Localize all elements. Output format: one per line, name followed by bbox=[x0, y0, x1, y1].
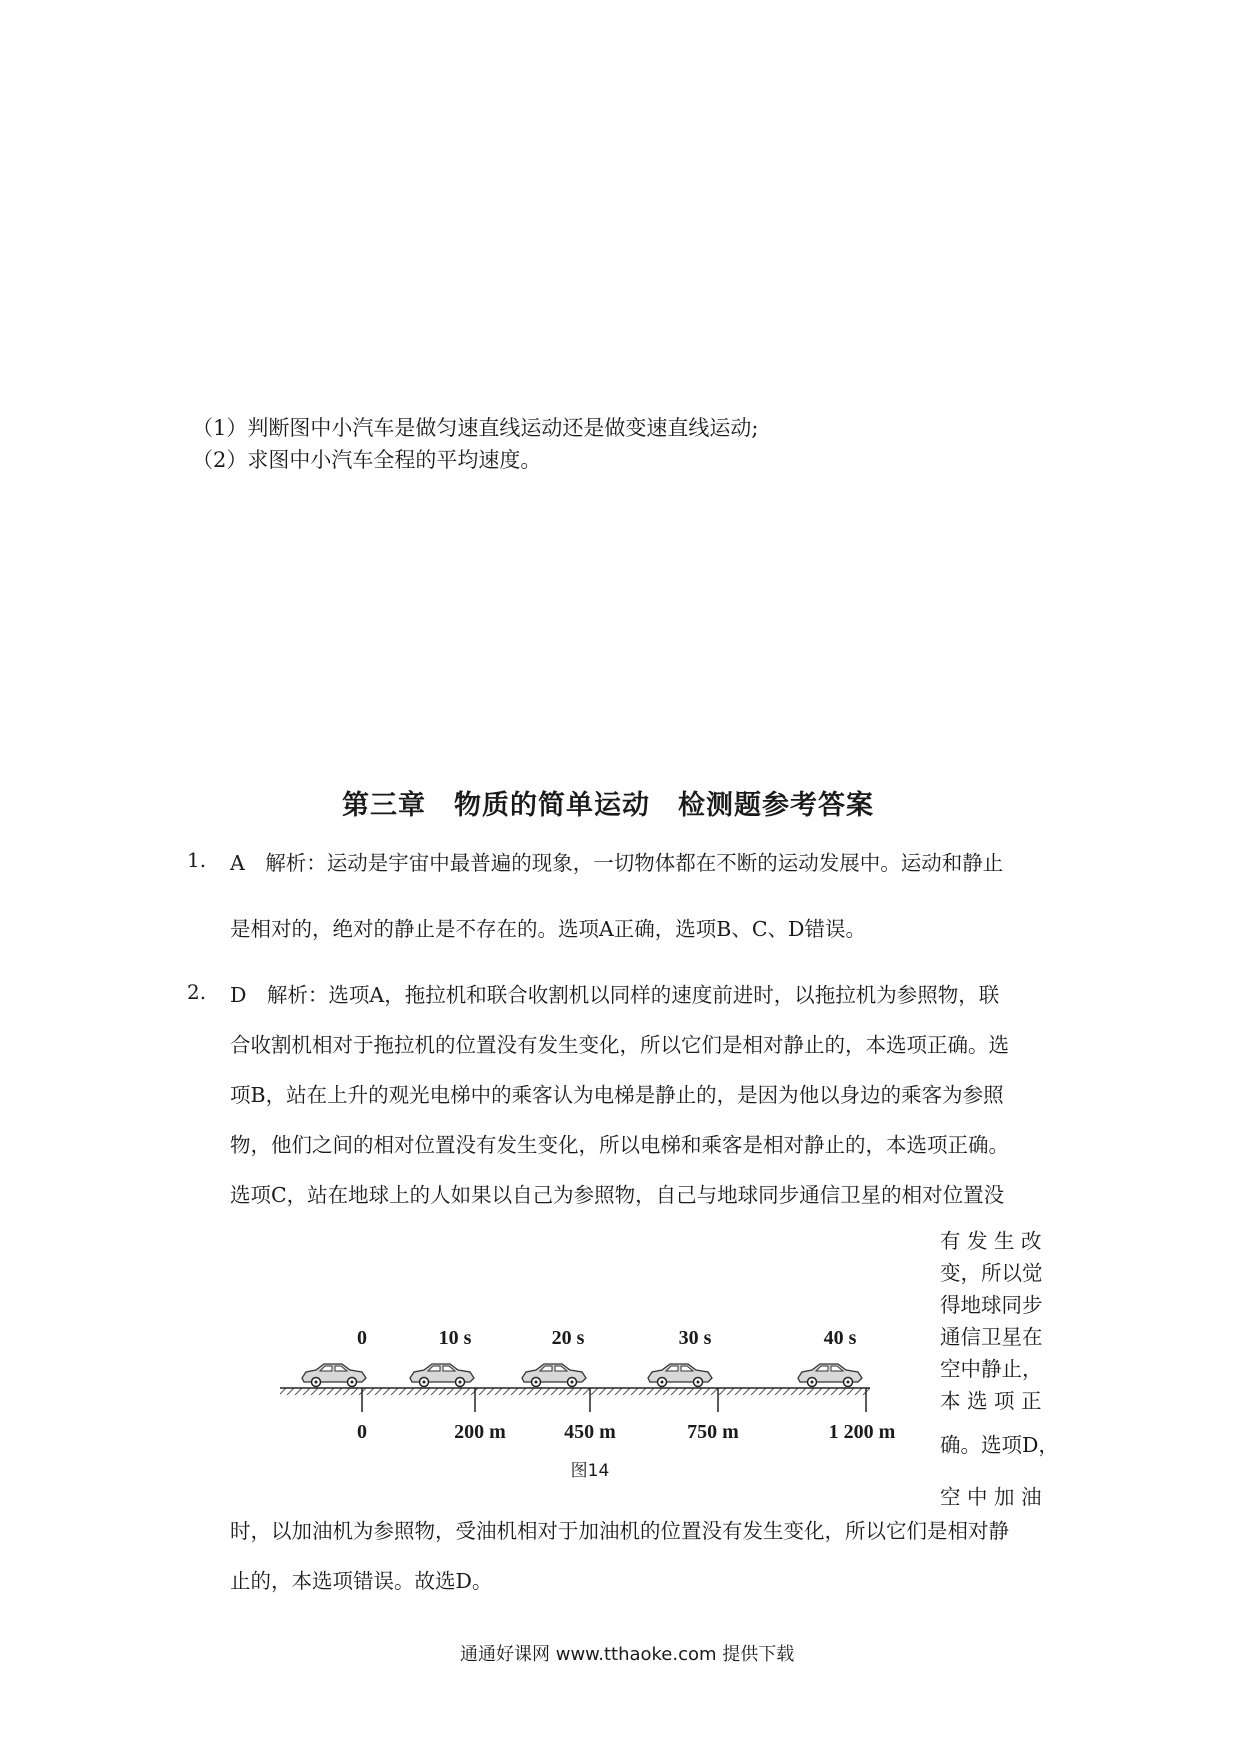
side-line-3: 得地球同步 bbox=[940, 1293, 1043, 1317]
distance-label-1200m: 1 200 m bbox=[828, 1421, 896, 1443]
answer-2-line-6: 时，以加油机为参照物，受油机相对于加油机的位置没有发生变化，所以它们是相对静 bbox=[230, 1519, 1009, 1543]
answer-2-line-4: 物，他们之间的相对位置没有发生变化，所以电梯和乘客是相对静止的，本选项正确。 bbox=[230, 1133, 1009, 1157]
figure-14-diagram bbox=[270, 1300, 910, 1480]
side-line-4: 通信卫星在 bbox=[940, 1325, 1043, 1349]
answer-1-line-2: 是相对的，绝对的静止是不存在的。选项A正确，选项B、C、D错误。 bbox=[230, 917, 866, 941]
answer-2-line-7: 止的，本选项错误。故选D。 bbox=[230, 1569, 493, 1593]
car-icon bbox=[302, 1364, 366, 1387]
time-label-40s: 40 s bbox=[823, 1327, 857, 1349]
time-label-0: 0 bbox=[357, 1327, 367, 1349]
distance-label-450m: 450 m bbox=[564, 1421, 616, 1443]
distance-label-750m: 750 m bbox=[687, 1421, 739, 1443]
section-title: 第三章 物质的简单运动 检测题参考答案 bbox=[342, 790, 874, 821]
time-label-20s: 20 s bbox=[551, 1327, 585, 1349]
distance-label-0: 0 bbox=[357, 1421, 367, 1443]
road-hatching bbox=[280, 1388, 870, 1395]
figure-caption: 图14 bbox=[570, 1461, 610, 1480]
car-icon bbox=[522, 1364, 586, 1387]
car-icon bbox=[648, 1364, 712, 1387]
answer-2-line-1: D 解析：选项A，拖拉机和联合收割机以同样的速度前进时，以拖拉机为参照物，联 bbox=[230, 983, 1000, 1007]
question-2: （2）求图中小汽车全程的平均速度。 bbox=[192, 448, 542, 472]
answer-2-line-3: 项B，站在上升的观光电梯中的乘客认为电梯是静止的，是因为他以身边的乘客为参照 bbox=[230, 1083, 1004, 1107]
time-label-10s: 10 s bbox=[438, 1327, 472, 1349]
question-1: （1）判断图中小汽车是做匀速直线运动还是做变速直线运动; bbox=[192, 416, 759, 440]
answer-2-line-5: 选项C，站在地球上的人如果以自己为参照物，自己与地球同步通信卫星的相对位置没 bbox=[230, 1183, 1005, 1207]
car-icon bbox=[798, 1364, 862, 1387]
car-icon bbox=[410, 1364, 474, 1387]
answer-2-number: 2. bbox=[187, 980, 207, 1004]
side-line-1: 有 发 生 改 bbox=[940, 1229, 1042, 1253]
distance-label-200m: 200 m bbox=[454, 1421, 506, 1443]
time-label-30s: 30 s bbox=[678, 1327, 712, 1349]
side-line-2: 变，所以觉 bbox=[940, 1261, 1043, 1285]
side-line-7: 确。选项D， bbox=[940, 1433, 1059, 1457]
answer-2-line-2: 合收割机相对于拖拉机的位置没有发生变化，所以它们是相对静止的，本选项正确。选 bbox=[230, 1033, 1009, 1057]
answer-1-line-1: A 解析：运动是宇宙中最普遍的现象，一切物体都在不断的运动发展中。运动和静止 bbox=[230, 851, 1004, 875]
side-line-5: 空中静止， bbox=[940, 1357, 1043, 1381]
side-line-8: 空 中 加 油 bbox=[940, 1485, 1042, 1509]
footer-text: 通通好课网 www.tthaoke.com 提供下载 bbox=[460, 1644, 795, 1665]
side-line-6: 本 选 项 正 bbox=[940, 1389, 1042, 1413]
answer-1-number: 1. bbox=[187, 848, 207, 872]
